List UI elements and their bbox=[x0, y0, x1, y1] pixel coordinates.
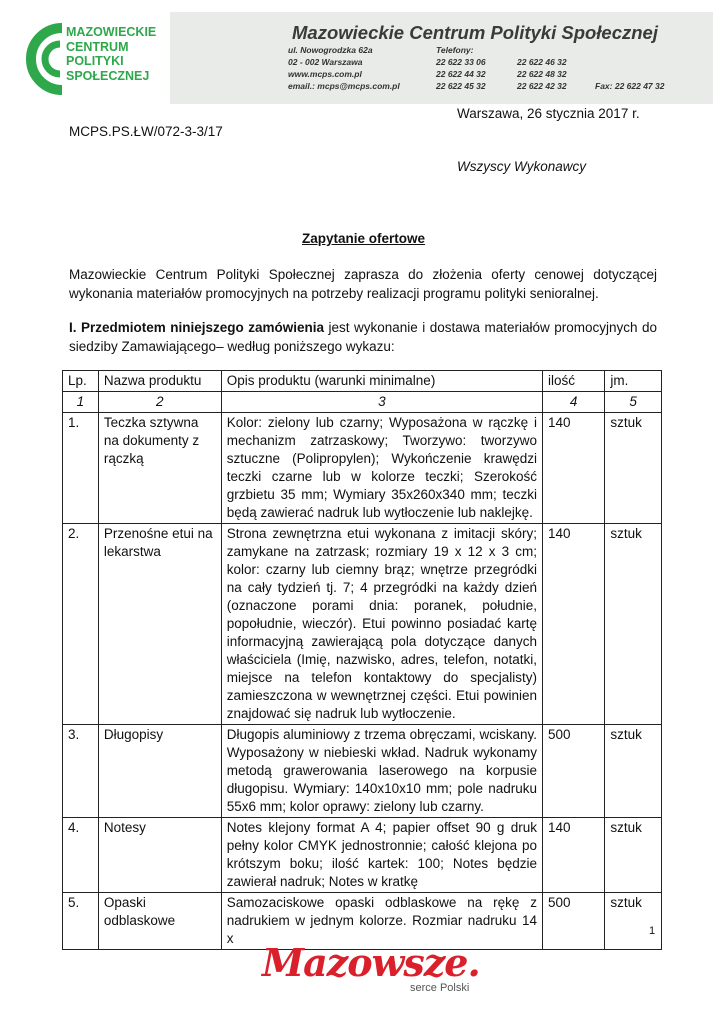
addressee: Wszyscy Wykonawcy bbox=[457, 159, 587, 174]
cell-lp: 2. bbox=[63, 524, 99, 725]
reference-number: MCPS.PS.ŁW/072-3-3/17 bbox=[69, 124, 223, 139]
letterhead bbox=[12, 12, 713, 104]
table-row bbox=[63, 725, 662, 818]
cell-quantity: 140 bbox=[543, 524, 605, 725]
header-description: Opis produktu (warunki minimalne) bbox=[221, 371, 542, 392]
cell-quantity: 140 bbox=[543, 818, 605, 893]
cell-unit: sztuk bbox=[605, 818, 662, 893]
cell-unit: sztuk bbox=[605, 725, 662, 818]
brand-tagline: serce Polski bbox=[410, 982, 470, 994]
header-unit: jm. bbox=[605, 371, 662, 392]
cell-quantity: 140 bbox=[543, 413, 605, 524]
cell-description: Notes klejony format A 4; papier offset 90 g druk pełny kolor CMYK jednostronnie; całość klejona po krótszym boku; ilość kartek: 100; Notes będzie zawierał nadruk; Notes w kratkę bbox=[221, 818, 542, 893]
cell-unit: sztuk bbox=[605, 413, 662, 524]
mcps-logo bbox=[12, 12, 170, 104]
column-number: 5 bbox=[605, 392, 662, 413]
website-link[interactable]: www.mcps.com.pl bbox=[288, 69, 362, 79]
column-number: 1 bbox=[63, 392, 99, 413]
email-link[interactable]: email.: mcps@mcps.com.pl bbox=[288, 81, 400, 91]
letter-date: Warszawa, 26 stycznia 2017 r. bbox=[457, 106, 640, 121]
header-quantity: ilość bbox=[543, 371, 605, 392]
organization-title: Mazowieckie Centrum Polityki Społecznej bbox=[292, 22, 658, 43]
cell-lp: 4. bbox=[63, 818, 99, 893]
section-text: jest wykonanie i dostawa materiałów promocyjnych do siedziby Zamawiającego– według poniższego wykazu: bbox=[69, 320, 657, 354]
column-number: 4 bbox=[543, 392, 605, 413]
logo-line: SPOŁECZNEJ bbox=[66, 68, 150, 83]
logo-text bbox=[66, 25, 156, 83]
cell-name: Teczka sztywna na dokumenty z rączką bbox=[98, 413, 221, 524]
cell-description: Kolor: zielony lub czarny; Wyposażona w rączkę i mechanizm zatrzaskowy; Tworzywo: tworzywo sztuczne (Polipropylen); Wykończenie krawędzi teczki czarne lub w kolorze teczki; Szerokość grzbietu 35 mm; Wymiary 35x260x340 mm; teczki będą zawierać nadruk lub wytłoczenie lub naklejkę. bbox=[221, 413, 542, 524]
intro-paragraph: Mazowieckie Centrum Polityki Społecznej zaprasza do złożenia oferty cenowej dotyczącej wykonania materiałów promocyjnych na potrzeby realizacji programu polityki senioralnej. bbox=[69, 267, 657, 301]
table-header-row bbox=[63, 371, 662, 392]
phone-number: 22 622 42 32 bbox=[517, 81, 567, 91]
logo-line: CENTRUM bbox=[66, 39, 129, 54]
phone-number: 22 622 45 32 bbox=[436, 81, 486, 91]
column-number-row bbox=[63, 392, 662, 413]
cell-description: Strona zewnętrzna etui wykonana z imitacji skóry; zamykane na zatrzask; rozmiary 19 x 12 x 3 cm; kolor: czarny lub ciemny brąz; wnętrze przegródki na cały tydzień tj. 7; 4 przegródki na każdy dzień (oznaczone porami dnia: poranek, południe, popołudnie, wieczór). Etui powinno posiadać kartę informacyjną zawierającą pola dotyczące danych właściciela (Imię, nazwisko, adres, telefon, notatki, miejsce na telefon kontaktowy do specjalisty) zamieszczona w wewnętrznej części. Etui powinien znajdować się nadruk lub wytłoczenie. bbox=[221, 524, 542, 725]
cell-lp: 5. bbox=[63, 893, 99, 950]
brand-wordmark: Mazowsze. bbox=[262, 940, 480, 985]
address-line: 02 - 002 Warszawa bbox=[288, 57, 363, 67]
cell-name: Długopisy bbox=[98, 725, 221, 818]
products-table bbox=[62, 370, 662, 950]
address-line: ul. Nowogrodzka 62a bbox=[288, 45, 373, 55]
phone-number: 22 622 46 32 bbox=[517, 57, 567, 67]
logo-line: POLITYKI bbox=[66, 54, 124, 68]
cell-lp: 1. bbox=[63, 413, 99, 524]
cell-description: Długopis aluminiowy z trzema obręczami, wciskany. Wyposażony w niebieski wkład. Nadruk wykonamy metodą grawerowania laserowego na korpusie długopisu. Wymiary: 140x10x10 mm; pole nadruku 55x6 mm; kolor oprawy: zielony lub czarny. bbox=[221, 725, 542, 818]
logo-line: MAZOWIECKIE bbox=[66, 25, 157, 39]
header-lp: Lp. bbox=[63, 371, 99, 392]
phones-label: Telefony: bbox=[436, 45, 474, 55]
phones-block bbox=[436, 44, 486, 92]
header-name: Nazwa produktu bbox=[98, 371, 221, 392]
cell-lp: 3. bbox=[63, 725, 99, 818]
column-number: 3 bbox=[221, 392, 542, 413]
section-heading: I. Przedmiotem niniejszego zamówienia bbox=[69, 320, 324, 335]
cell-name: Opaski odblaskowe bbox=[98, 893, 221, 950]
cell-unit: sztuk bbox=[605, 524, 662, 725]
column-number: 2 bbox=[98, 392, 221, 413]
phone-number: 22 622 33 06 bbox=[436, 57, 486, 67]
cell-quantity: 500 bbox=[543, 893, 605, 950]
mazowsze-logo bbox=[262, 940, 492, 1000]
address-block bbox=[288, 44, 400, 92]
cell-description: Samozaciskowe opaski odblaskowe na rękę z nadrukiem w jednym kolorze. Rozmiar nadruku 14 x bbox=[221, 893, 542, 950]
phone-number: 22 622 44 32 bbox=[436, 69, 486, 79]
document-subject: Zapytanie ofertowe bbox=[302, 231, 426, 246]
phone-number: 22 622 48 32 bbox=[517, 69, 567, 79]
cell-unit: sztuk bbox=[605, 893, 662, 950]
table-row bbox=[63, 524, 662, 725]
table-row bbox=[63, 413, 662, 524]
cell-name: Notesy bbox=[98, 818, 221, 893]
section-paragraph bbox=[69, 318, 657, 356]
cell-name: Przenośne etui na lekarstwa bbox=[98, 524, 221, 725]
table-row bbox=[63, 818, 662, 893]
fax-number: Fax: 22 622 47 32 bbox=[595, 81, 665, 91]
page-number: 1 bbox=[649, 925, 656, 937]
cell-quantity: 500 bbox=[543, 725, 605, 818]
phones-block-2 bbox=[517, 56, 567, 92]
